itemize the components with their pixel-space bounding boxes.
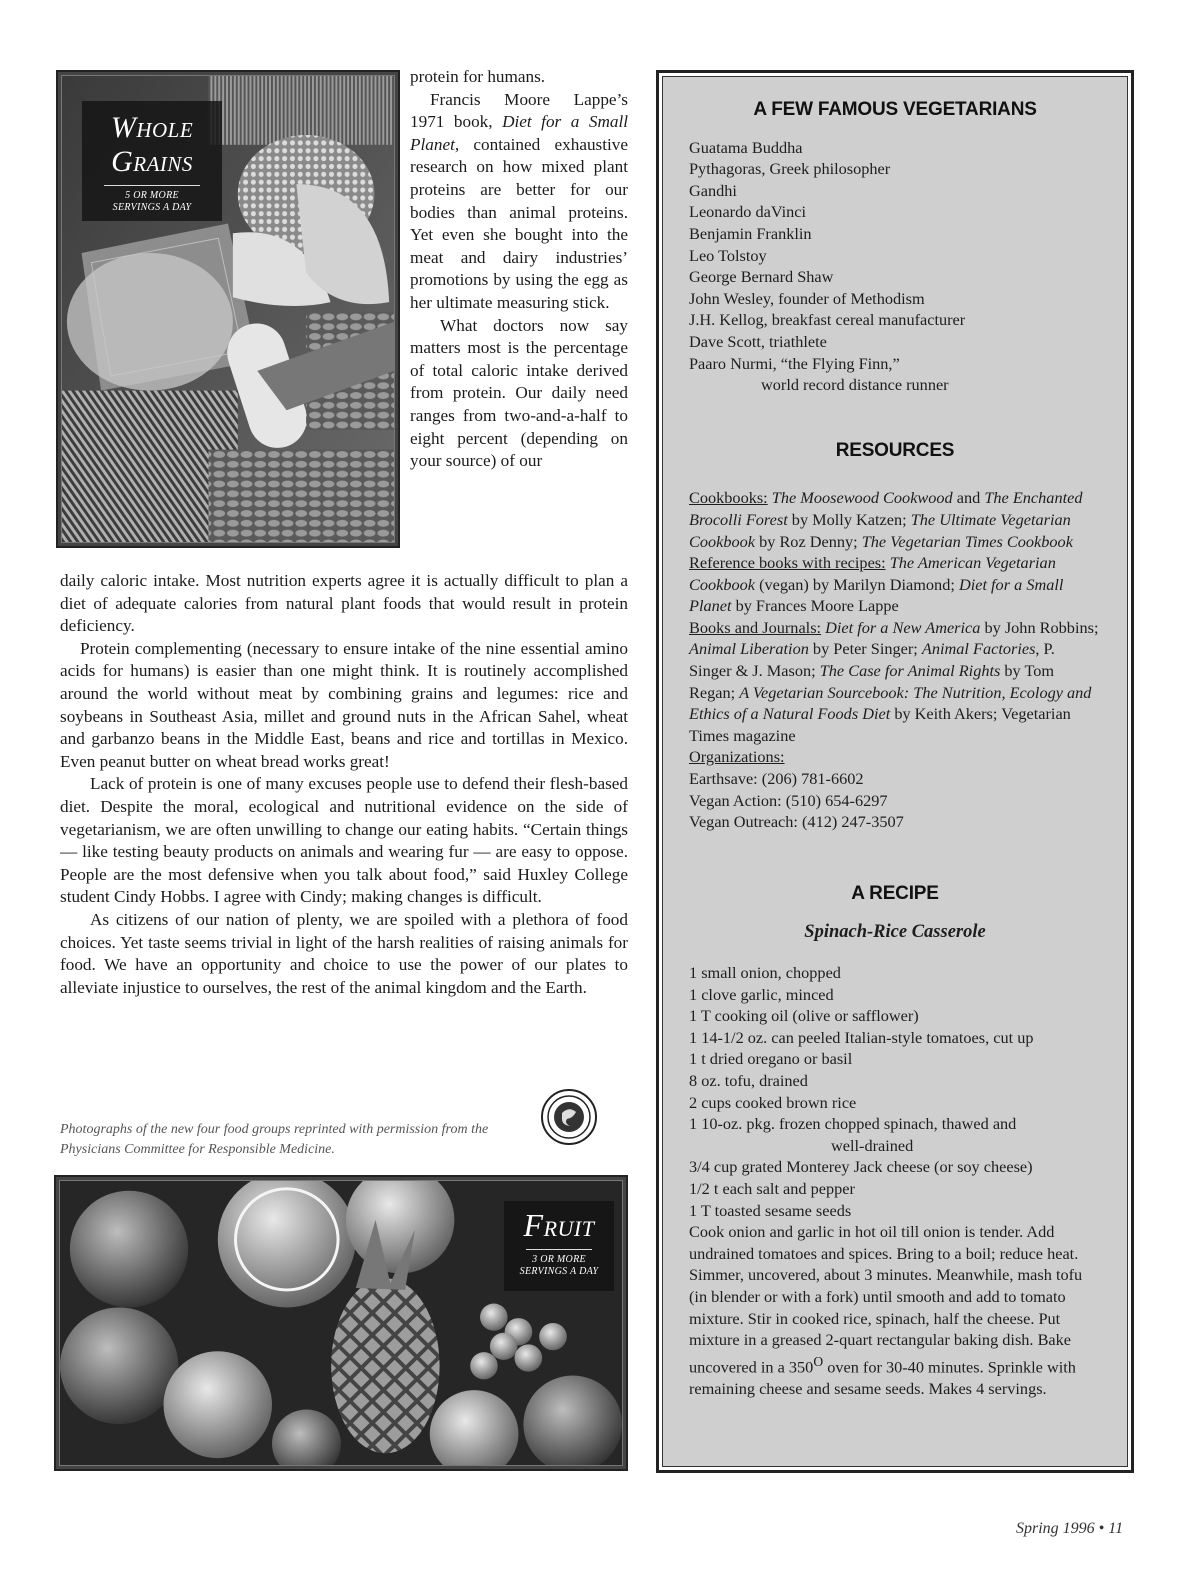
label-divider: [526, 1249, 592, 1250]
plain-text: and: [952, 488, 985, 508]
famous-vegetarians-list: [689, 137, 1101, 396]
ingredient-item: 1 14-1/2 oz. can peeled Italian-style tomatoes, cut up: [689, 1027, 1034, 1047]
recipe-directions: [689, 1221, 1101, 1399]
list-item: Pythagoras, Greek philosopher: [689, 159, 891, 179]
ingredient-item: 1 small onion, chopped: [689, 963, 841, 982]
plain-text: by Molly Katzen;: [787, 509, 911, 529]
recipe-title: Spinach-Rice Casserole: [804, 922, 986, 943]
ingredient-item: 1 T cooking oil (olive or safflower): [689, 1006, 919, 1026]
article-narrow-column: [410, 66, 628, 473]
title-text: A Vegetarian Sourcebook: The Nutrition, Ecology and Ethics of a Natural Foods Diet: [689, 682, 1092, 724]
ingredient-item: 1 t dried oregano or basil: [689, 1049, 853, 1069]
title-text: The Moosewood Cookwood: [771, 488, 953, 508]
title-text: Diet for a Small Planet: [689, 574, 1064, 616]
list-item: Paaro Nurmi, “the Flying Finn,”: [689, 353, 900, 373]
ingredient-item: 1 clove garlic, minced: [689, 984, 834, 1004]
article-paragraph-lappe: Francis Moore Lappe’s 1971 book, Diet for a Small Planet, contained exhaustive research on how mixed plant proteins are better for our bodies than animal proteins. Yet even she bought into the meat and dairy industries’ promotions by using the egg as her ultimate measuring stick.: [410, 89, 628, 312]
list-item-continuation: world record distance runner: [761, 375, 949, 395]
directions-text: Cook onion and garlic in hot oil till onion is tender. Add undrained tomatoes and spices. Bring to a boil; reduce heat. Simmer, uncovered, about 3 minutes. Meanwhile, mash tofu (in blender or with a fork) until smooth and add to tomato mixture. Stir in cooked rice, spinach, half the cheese. Put mixture in a greased 2-quart rectangular baking dish. Bake uncovered in a 350: [689, 1222, 1083, 1377]
whole-grains-label: [82, 101, 222, 221]
list-item: Dave Scott, triathlete: [689, 331, 827, 351]
ingredient-item: 8 oz. tofu, drained: [689, 1070, 808, 1090]
title-text: Animal Factories: [921, 639, 1036, 659]
list-item: Guatama Buddha: [689, 137, 803, 157]
resources-cookbooks-label: Cookbooks:: [689, 488, 768, 508]
list-item: Leo Tolstoy: [689, 245, 767, 265]
resources-list: [689, 487, 1101, 833]
organization-item: Earthsave: (206) 781-6602: [689, 769, 864, 789]
plain-text: by John Robbins;: [980, 617, 1099, 637]
recipe-heading: A RECIPE: [851, 882, 939, 904]
sidebar-box: [656, 70, 1134, 1473]
famous-vegetarians-heading: A FEW FAMOUS VEGETARIANS: [753, 99, 1037, 120]
ingredient-item: 3/4 cup grated Monterey Jack cheese (or soy cheese): [689, 1157, 1033, 1177]
title-text: The American Vegetarian Cookbook: [689, 553, 1056, 594]
plain-text: by Frances Moore Lappe: [731, 596, 899, 616]
resources-reference: [689, 552, 1101, 617]
list-item: Gandhi: [689, 180, 737, 200]
resources-organizations: [689, 746, 1101, 768]
list-item: George Bernard Shaw: [689, 267, 834, 287]
title-text: The Enchanted Brocolli Forest: [689, 488, 1083, 529]
whole-grains-subtitle: 5 OR MORE SERVINGS A DAY: [112, 190, 192, 213]
list-item: John Wesley, founder of Methodism: [689, 288, 925, 308]
title-text: The Vegetarian Times Cookbook: [861, 531, 1073, 551]
resources-books-label: Books and Journals:: [689, 617, 822, 637]
article-paragraph: What doctors now say matters most is the percentage of total caloric intake derived from protein. Our daily need ranges from two-and-a-half to eight percent (depending on your source) of our: [410, 315, 628, 471]
title-text: The Case for Animal Rights: [819, 661, 1001, 681]
ingredient-item: 1/2 t each salt and pepper: [689, 1178, 855, 1198]
whole-grains-photo: [56, 70, 400, 548]
resources-books: [689, 617, 1101, 747]
page-folio: Spring 1996 • 11: [1016, 1520, 1124, 1537]
title-text: The Ultimate Vegetarian Cookbook: [689, 509, 1071, 551]
sidebar-content: [662, 76, 1128, 1467]
fruit-photo: [54, 1175, 628, 1471]
ingredient-list: [689, 962, 1101, 1221]
article-paragraph: daily caloric intake. Most nutrition experts agree it is actually difficult to plan a diet of adequate calories from natural plant foods that would result in protein deficiency.: [60, 571, 628, 636]
title-text: Animal Liberation: [689, 639, 809, 659]
organization-item: Vegan Outreach: (412) 247-3507: [689, 812, 904, 832]
label-divider: [104, 185, 200, 186]
plain-text: by Tom Regan;: [689, 661, 1055, 702]
article-paragraph: Lack of protein is one of many excuses people use to defend their flesh-based diet. Despite the moral, ecological and nutritional evidence on the side of vegetarianism, we are often unwilling to change our eating habits. “Certain things — like testing beauty products on animals and wearing fur — are easy to oppose. People are the most defensive when you talk about food,” said Huxley College student Cindy Hobbs. I agree with Cindy; making changes is difficult.: [60, 774, 628, 907]
ingredient-item: 1 T toasted sesame seeds: [689, 1200, 852, 1220]
degree-mark: O: [813, 1353, 824, 1369]
ingredient-item: 1 10-oz. pkg. frozen chopped spinach, thawed and: [689, 1114, 1017, 1134]
book-title: Diet for a Small Planet: [410, 112, 628, 154]
fruit-label: [504, 1201, 614, 1291]
resources-cookbooks: [689, 487, 1101, 552]
article-paragraph: As citizens of our nation of plenty, we are spoiled with a plethora of food choices. Yet taste seems trivial in light of the harsh realities of raising animals for food. We have an opportunity and choice to use the power of our plates to alleviate injustice to ourselves, the rest of the animal kingdom and the Earth.: [60, 909, 628, 997]
directions-text-end: oven for 30-40 minutes. Sprinkle with remaining cheese and sesame seeds. Makes 4 servings.: [689, 1357, 1076, 1398]
plain-text: , P. Singer & J. Mason;: [689, 639, 1055, 681]
resources-organizations-label: Organizations:: [689, 747, 785, 767]
resources-reference-label: Reference books with recipes:: [689, 553, 886, 573]
list-item: Benjamin Franklin: [689, 223, 812, 243]
plain-text: by Peter Singer;: [808, 639, 922, 659]
plain-text: (vegan) by Marilyn Diamond;: [755, 574, 959, 594]
article-paragraph: Protein complementing (necessary to ensure intake of the nine essential amino acids for humans) is easier than one might think. It is routinely accomplished around the world without meat by combining grains and legumes: rice and soybeans in Southeast Asia, millet and ground nuts in the African Sahel, wheat and garbanzo beans in the Middle East, beans and rice and tortillas in Mexico. Even peanut butter on wheat bread works great!: [60, 638, 628, 771]
plain-text: by Roz Denny;: [755, 531, 862, 551]
title-text: Diet for a New America: [825, 617, 981, 637]
plain-text: by Keith Akers; Vegetarian Times magazine: [689, 704, 1071, 745]
ingredient-item-continuation: well-drained: [831, 1135, 914, 1155]
fruit-subtitle: 3 OR MORE SERVINGS A DAY: [519, 1254, 599, 1277]
article-paragraph: protein for humans.: [410, 67, 546, 86]
organization-item: Vegan Action: (510) 654-6297: [689, 790, 888, 810]
whole-grains-title: Whole Grains: [110, 111, 194, 178]
end-mark-seal-icon: [540, 1088, 598, 1146]
article-wide-column: [60, 570, 628, 999]
list-item: Leonardo daVinci: [689, 202, 807, 222]
photo-credit-caption: Photographs of the new four food groups reprinted with permission from the Physicians Committee for Responsible Medicine.: [60, 1122, 489, 1157]
list-item: J.H. Kellog, breakfast cereal manufacturer: [689, 310, 966, 330]
resources-heading: RESOURCES: [835, 439, 955, 461]
fruit-title: Fruit: [523, 1207, 595, 1243]
ingredient-item: 2 cups cooked brown rice: [689, 1092, 857, 1112]
